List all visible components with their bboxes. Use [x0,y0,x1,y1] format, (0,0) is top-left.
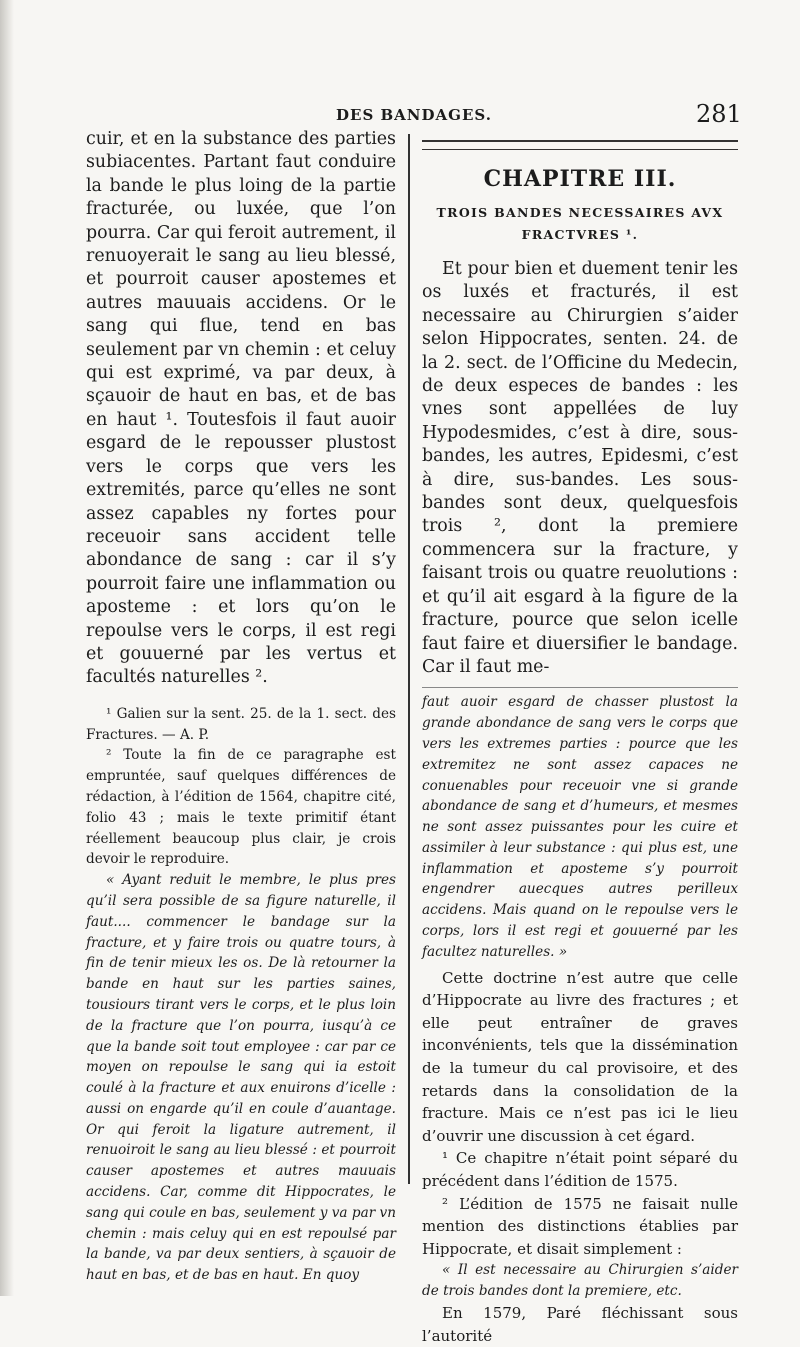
left-column [86,128,396,1286]
page-edge-shadow [0,0,14,1296]
footnote-2: ² Toute la fin de ce paragraphe est empruntée, sauf quelques différences de rédaction, à l’édition de 1564, chapitre cité, folio 43 ; mais le texte primitif étant réellement beaucoup plus clair, je crois devoir le reproduire. [86,747,396,868]
quote-continuation: faut auoir esgard de chasser plustost la grande abondance de sang vers le corps que vers les extremes parties : pource que les extremitez ne sont assez capaces ne conuenables pour receuoir vne si grande abondance de sang et d’humeurs, et mesmes ne sont assez puissantes pour les cuire et assimiler à leur substance : qui plus est, une inflammation et aposteme s’y pourroit engendrer auecques autres perilleux accidens. Mais quand on le repoulse vers le corps, lors il est regi et gouuerné par les facultez naturelles. » [422,694,738,960]
page-number: 281 [696,100,742,128]
right-main-text [422,258,738,679]
right-footnote-last: En 1579, Paré fléchissant sous l’autorité [422,1303,738,1345]
left-main-text [86,128,396,690]
right-footnote-2-quote: « Il est necessaire au Chirurgien s’aider de trois bandes dont la premiere, etc. [422,1262,738,1300]
chapter-title: CHAPITRE III. [483,166,677,192]
note-paragraph: Cette doctrine n’est autre que celle d’Hippocrate au livre des fractures ; et elle peut entraîner de graves inconvénients, tels que la dissémination de la tumeur du cal provisoire, et des retards dans la consolidation de la fracture. Mais ce n’est pas ici le lieu d’ouvrir une discussion à cet égard. [422,968,738,1145]
chapter-subtitle: TROIS BANDES NECESSAIRES AVX FRACTVRES ¹. [436,205,724,242]
chapter-rule [422,140,738,150]
right-main-paragraph: Et pour bien et duement tenir les os luxés et fracturés, il est necessaire au Chirurgien s’aider selon Hippocrates, senten. 24. de la 2. sect. de l’Officine du Medecin, de deux especes de bandes : les vnes sont appellées de luy Hypodesmides, c’est à dire, sous-bandes, les autres, Epidesmi, c’est à dire, sus-bandes. Les sous-bandes sont deux, quelquesfois trois ², dont la premiere commencera sur la fracture, y faisant trois ou quatre reuolutions : et qu’il ait esgard à la figure de la fracture, pource que selon icelle faut faire et diuersifier le bandage. Car il faut me- [422,259,738,677]
right-column [422,128,738,1347]
footnote-2-quote: « Ayant reduit le membre, le plus pres qu’il sera possible de sa figure naturelle, il faut.... commencer le bandage sur la fracture, et y faire trois ou quatre tours, à fin de tenir mieux les os. De là retourner la bande en haut sur les parties saines, tousiours tirant vers le corps, et le plus loin de la fracture que l’on pourra, iusqu’à ce que la bande soit tout employee : car par ce moyen on repoulse le sang qui ia estoit coulé à la fracture et aux enuirons d’icelle : aussi on engarde qu’il en coule d’auantage. Or qui feroit la ligature autrement, il renuoiroit le sang au lieu blessé : et pourroit causer apostemes et autres mauuais accidens. Car, comme dit Hippocrates, le sang qui coule en bas, seulement y va par vn chemin : mais celuy qui en est repoulsé par la bande, va par deux sentiers, à sçauoir de haut en bas, et de bas en haut. En quoy [86,872,396,1284]
footnote-separator [422,687,738,688]
right-footnote-2: ² L’édition de 1575 ne faisait nulle mention des distinctions établies par Hippocrate, et disait simplement : [422,1194,738,1258]
column-divider [408,134,410,1184]
left-main-paragraph: cuir, et en la substance des parties subiacentes. Partant faut conduire la bande le plus loing de la partie fracturée, ou luxée, que l’on pourra. Car qui feroit autrement, il renuoyerait le sang au lieu blessé, et pourroit causer apostemes et autres mauuais accidens. Or le sang qui flue, tend en bas seulement par vn chemin : et celuy qui est exprimé, va par deux, à sçauoir de haut en bas, et de bas en haut ¹. Toutesfois il faut auoir esgard de le repousser plustost vers le corps que vers les extremités, parce qu’elles ne sont assez capables ny fortes pour receuoir sans accident telle abondance de sang : car il s’y pourroit faire une inflammation ou aposteme : et lors qu’on le repoulse vers le corps, il est regi et gouuerné par les vertus et facultés naturelles ². [86,129,396,688]
right-footnote-1: ¹ Ce chapitre n’était point séparé du précédent dans l’édition de 1575. [422,1149,738,1191]
running-head: DES BANDAGES. [336,106,492,124]
footnote-1: ¹ Galien sur la sent. 25. de la 1. sect. des Fractures. — A. P. [86,705,396,743]
left-footnotes [86,704,396,1286]
right-footnotes [422,692,738,1347]
